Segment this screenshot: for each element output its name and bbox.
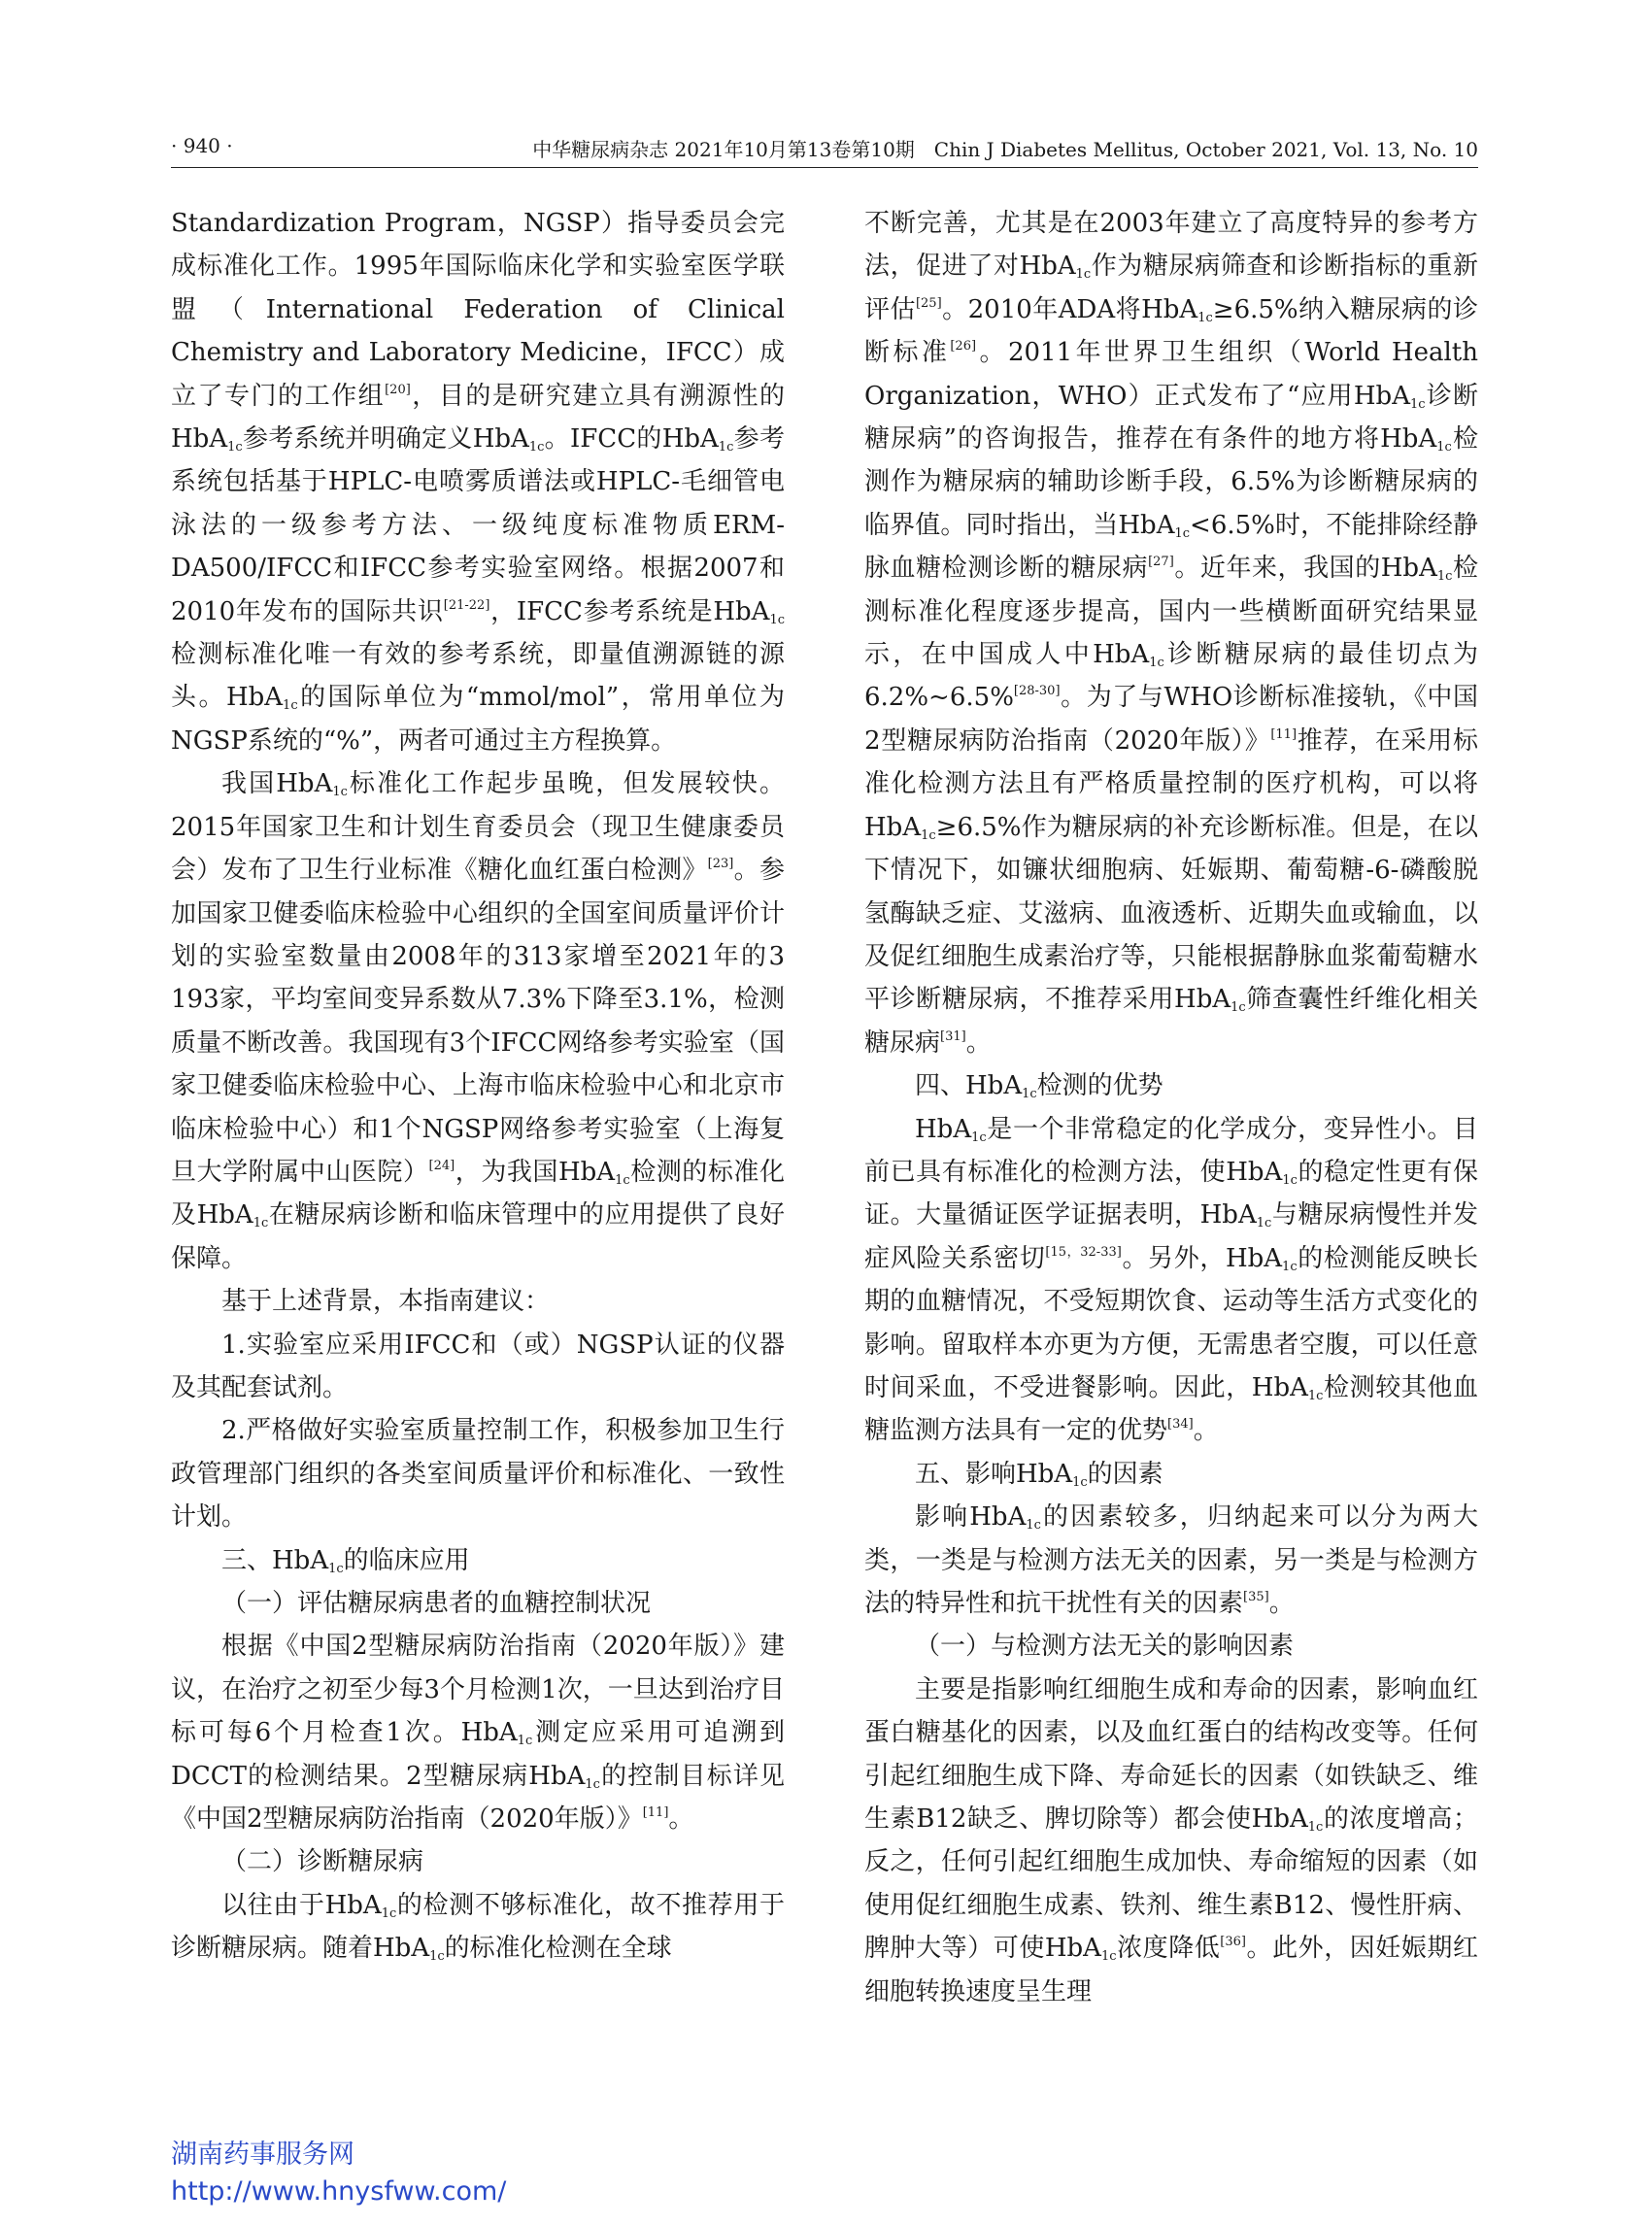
paragraph: 主要是指影响红细胞生成和寿命的因素，影响血红蛋白糖基化的因素，以及血红蛋白的结构改变等。任何引起红细胞生成下降、寿命延长的因素（如铁缺乏、维生素B12缺乏、脾切除等）都会使HbA$_{1c}$的浓度增高；反之，任何引起红细胞生成加快、寿命缩短的因素（如使用促红细胞生成素、铁剂、维生素B12、慢性肝病、脾肿大等）可使HbA$_{1c}$浓度降低[36]。此外，因妊娠期红细胞转换速度呈生理	[864, 1674, 1478, 2006]
paragraph: 2.严格做好实验室质量控制工作，积极参加卫生行政管理部门组织的各类室间质量评价和标准化、一致性计划。	[171, 1416, 785, 1533]
paragraph: 我国HbA$_{1c}$标准化工作起步虽晚，但发展较快。2015年国家卫生和计划生育委员会（现卫生健康委员会）发布了卫生行业标准《糖化血红蛋白检测》[23]。参加国家卫健委临床检验中心组织的全国室间质量评价计划的实验室数量由2008年的313家增至2021年的3 193家，平均室间变异系数从7.3%下降至3.1%，检测质量不断改善。我国现有3个IFCC网络参考实验室（国家卫健委临床检验中心、上海市临床检验中心和北京市临床检验中心）和1个NGSP网络参考实验室（上海复旦大学附属中山医院）[24]，为我国HbA$_{1c}$检测的标准化及HbA$_{1c}$在糖尿病诊断和临床管理中的应用提供了良好保障。	[171, 769, 785, 1273]
paragraph: Standardization Program，NGSP）指导委员会完成标准化工作。1995年国际临床化学和实验室医学联盟（International Federation of Clinical Chemistry and Laboratory Medicine，IFCC）成立了专门的工作组[20]，目的是研究建立具有溯源性的HbA$_{1c}$参考系统并明确定义HbA$_{1c}$。IFCC的HbA$_{1c}$参考系统包括基于HPLC-电喷雾质谱法或HPLC-毛细管电泳法的一级参考方法、一级纯度标准物质ERM-DA500/IFCC和IFCC参考实验室网络。根据2007和2010年发布的国际共识[21-22]，IFCC参考系统是HbA$_{1c}$检测标准化唯一有效的参考系统，即量值溯源链的源头。HbA$_{1c}$的国际单位为“mmol/mol”，常用单位为NGSP系统的“%”，两者可通过主方程换算。	[171, 209, 785, 756]
paragraph: 根据《中国2型糖尿病防治指南（2020年版）》建议，在治疗之初至少每3个月检测1次，一旦达到治疗目标可每6个月检查1次。HbA$_{1c}$测定应采用可追溯到DCCT的检测结果。2型糖尿病HbA$_{1c}$的控制目标详见《中国2型糖尿病防治指南（2020年版）》[11]。	[171, 1632, 785, 1835]
paragraph: 基于上述背景，本指南建议：	[221, 1287, 551, 1317]
running-header	[171, 128, 1478, 168]
paragraph: 不断完善，尤其是在2003年建立了高度特异的参考方法，促进了对HbA$_{1c}$作为糖尿病筛查和诊断指标的重新评估[25]。2010年ADA将HbA$_{1c}$≥6.5%纳入糖尿病的诊断标准[26]。2011年世界卫生组织（World Health Organization，WHO）正式发布了“应用HbA$_{1c}$诊断糖尿病”的咨询报告，推荐在有条件的地方将HbA$_{1c}$检测作为糖尿病的辅助诊断手段，6.5%为诊断糖尿病的临界值。同时指出，当HbA$_{1c}$<6.5%时，不能排除经静脉血糖检测诊断的糖尿病[27]。近年来，我国的HbA$_{1c}$检测标准化程度逐步提高，国内一些横断面研究结果显示，在中国成人中HbA$_{1c}$诊断糖尿病的最佳切点为6.2%~6.5%[28-30]。为了与WHO诊断标准接轨，《中国2型糖尿病防治指南（2020年版）》[11]推荐，在采用标准化检测方法且有严格质量控制的医疗机构，可以将HbA$_{1c}$≥6.5%作为糖尿病的补充诊断标准。但是，在以下情况下，如镰状细胞病、妊娠期、葡萄糖-6-磷酸脱氢酶缺乏症、艾滋病、血液透析、近期失血或输血，以及促红细胞生成素治疗等，只能根据静脉血浆葡萄糖水平诊断糖尿病，不推荐采用HbA$_{1c}$筛查囊性纤维化相关糖尿病[31]。	[864, 209, 1478, 1058]
paragraph: （一）评估糖尿病患者的血糖控制状况	[221, 1589, 652, 1618]
paragraph: 五、影响HbA$_{1c}$的因素	[915, 1459, 1163, 1490]
journal-citation: 中华糖尿病杂志 2021年10月第13卷第10期 Chin J Diabetes Mellitus, October 2021, Vol. 13, No. 10	[532, 138, 1478, 161]
left-column	[171, 202, 785, 1971]
paragraph: （一）与检测方法无关的影响因素	[915, 1632, 1295, 1662]
watermark	[171, 2137, 506, 2210]
watermark-site-name: 湖南药事服务网	[171, 2140, 354, 2170]
right-column	[864, 202, 1478, 2013]
paragraph: 四、HbA$_{1c}$检测的优势	[915, 1071, 1163, 1102]
paragraph: 以往由于HbA$_{1c}$的检测不够标准化，故不推荐用于诊断糖尿病。随着HbA$_{1c}$的标准化检测在全球	[171, 1890, 785, 1965]
paragraph: 三、HbA$_{1c}$的临床应用	[221, 1545, 470, 1576]
paragraph: 影响HbA$_{1c}$的因素较多，归纳起来可以分为两大类，一类是与检测方法无关的因素，另一类是与检测方法的特异性和抗干扰性有关的因素[35]。	[864, 1502, 1478, 1618]
page-number: · 940 ·	[171, 134, 233, 157]
paragraph: （二）诊断糖尿病	[221, 1847, 424, 1877]
watermark-url[interactable]: http://www.hnysfww.com/	[171, 2176, 507, 2207]
paragraph: HbA$_{1c}$是一个非常稳定的化学成分，变异性小。目前已具有标准化的检测方法，使HbA$_{1c}$的稳定性更有保证。大量循证医学证据表明，HbA$_{1c}$与糖尿病慢性并发症风险关系密切[15，32-33]。另外，HbA$_{1c}$的检测能反映长期的血糖情况，不受短期饮食、运动等生活方式变化的影响。留取样本亦更为方便，无需患者空腹，可以任意时间采血，不受进餐影响。因此，HbA$_{1c}$检测较其他血糖监测方法具有一定的优势[34]。	[864, 1114, 1478, 1446]
paragraph: 1.实验室应采用IFCC和（或）NGSP认证的仪器及其配套试剂。	[171, 1330, 785, 1402]
